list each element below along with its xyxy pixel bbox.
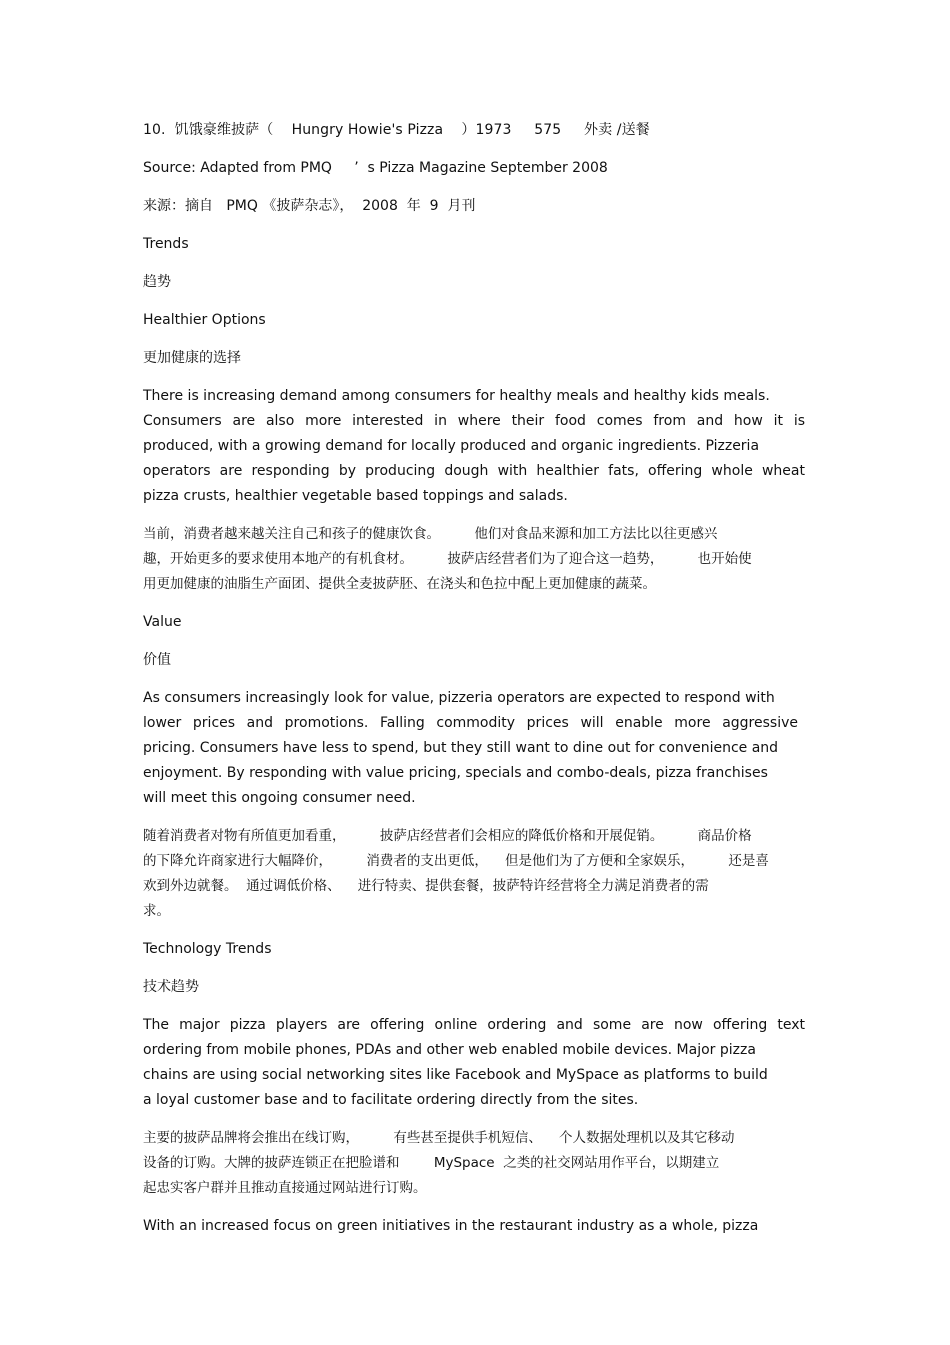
heading-value-cn: 价值 bbox=[143, 652, 171, 668]
heading-healthier-options-en: Healthier Options bbox=[143, 312, 266, 328]
paragraph-line: As consumers increasingly look for value, pizzeria operators are expected to respond with bbox=[143, 690, 775, 706]
paragraph-line: 主要的披萨品牌将会推出在线订购， 有些甚至提供手机短信、 个人数据处理机以及其它移动 bbox=[143, 1130, 735, 1146]
paragraph-line: 当前，消费者越来越关注自己和孩子的健康饮食。 他们对食品来源和加工方法比以往更感兴 bbox=[143, 526, 718, 542]
paragraph-line: There is increasing demand among consumers for healthy meals and healthy kids meals. bbox=[143, 388, 770, 404]
paragraph-line: 的下降允许商家进行大幅降价， 消费者的支出更低， 但是他们为了方便和全家娱乐， 还是喜 bbox=[143, 853, 769, 869]
paragraph-line: 设备的订购。大牌的披萨连锁正在把脸谱和 MySpace 之类的社交网站用作平台，以期建立 bbox=[143, 1155, 720, 1171]
paragraph-line: 趣，开始更多的要求使用本地产的有机食材。 披萨店经营者们为了迎合这一趋势， 也开始使 bbox=[143, 551, 752, 567]
heading-trends-en: Trends bbox=[143, 236, 189, 252]
source-english: Source: Adapted from PMQ ’ s Pizza Magazine September 2008 bbox=[143, 160, 608, 176]
paragraph-healthier-options-cn bbox=[143, 522, 805, 597]
heading-technology-trends-cn: 技术趋势 bbox=[143, 979, 199, 995]
paragraph-technology-trends-cn bbox=[143, 1126, 805, 1201]
paragraph-value-cn bbox=[143, 824, 805, 924]
paragraph-line: will meet this ongoing consumer need. bbox=[143, 790, 416, 806]
paragraph-line: pizza crusts, healthier vegetable based toppings and salads. bbox=[143, 488, 568, 504]
paragraph-value-en bbox=[143, 686, 805, 811]
paragraph-line: 随着消费者对物有所值更加看重， 披萨店经营者们会相应的降低价格和开展促销。 商品价格 bbox=[143, 828, 752, 844]
paragraph-line: ordering from mobile phones, PDAs and other web enabled mobile devices. Major pizza bbox=[143, 1042, 756, 1058]
heading-healthier-options-cn: 更加健康的选择 bbox=[143, 350, 241, 366]
paragraph-line: 求。 bbox=[143, 903, 170, 919]
paragraph-line: produced, with a growing demand for locally produced and organic ingredients. Pizzeria bbox=[143, 438, 760, 454]
source-chinese: 来源：摘自 PMQ 《披萨杂志》， 2008 年 9 月刊 bbox=[143, 198, 476, 214]
paragraph-line: pricing. Consumers have less to spend, but they still want to dine out for convenience and bbox=[143, 740, 779, 756]
paragraph-green-initiatives-start: With an increased focus on green initiatives in the restaurant industry as a whole, pizza bbox=[143, 1218, 759, 1234]
list-item-hungry-howies: 10. 饥饿豪维披萨（ Hungry Howie's Pizza ）1973 575 外卖 /送餐 bbox=[143, 122, 650, 138]
paragraph-line: 起忠实客户群并且推动直接通过网站进行订购。 bbox=[143, 1180, 427, 1196]
paragraph-line: a loyal customer base and to facilitate ordering directly from the sites. bbox=[143, 1092, 639, 1108]
paragraph-technology-trends-en bbox=[143, 1013, 805, 1113]
heading-trends-cn: 趋势 bbox=[143, 274, 171, 290]
heading-value-en: Value bbox=[143, 614, 182, 630]
paragraph-line: Consumers are also more interested in where their food comes from and how it is bbox=[143, 413, 805, 429]
paragraph-healthier-options-en bbox=[143, 384, 805, 509]
paragraph-line: operators are responding by producing dough with healthier fats, offering whole wheat bbox=[143, 463, 805, 479]
paragraph-line: lower prices and promotions. Falling commodity prices will enable more aggressive bbox=[143, 715, 798, 731]
paragraph-line: 欢到外边就餐。 通过调低价格、 进行特卖、提供套餐，披萨特许经营将全力满足消费者的需 bbox=[143, 878, 709, 894]
paragraph-line: enjoyment. By responding with value pricing, specials and combo-deals, pizza franchises bbox=[143, 765, 768, 781]
paragraph-line: 用更加健康的油脂生产面团、提供全麦披萨胚、在浇头和色拉中配上更加健康的蔬菜。 bbox=[143, 576, 656, 592]
heading-technology-trends-en: Technology Trends bbox=[143, 941, 272, 957]
document-content bbox=[143, 118, 805, 1252]
paragraph-line: chains are using social networking sites like Facebook and MySpace as platforms to build bbox=[143, 1067, 768, 1083]
paragraph-line: The major pizza players are offering online ordering and some are now offering text bbox=[143, 1017, 805, 1033]
